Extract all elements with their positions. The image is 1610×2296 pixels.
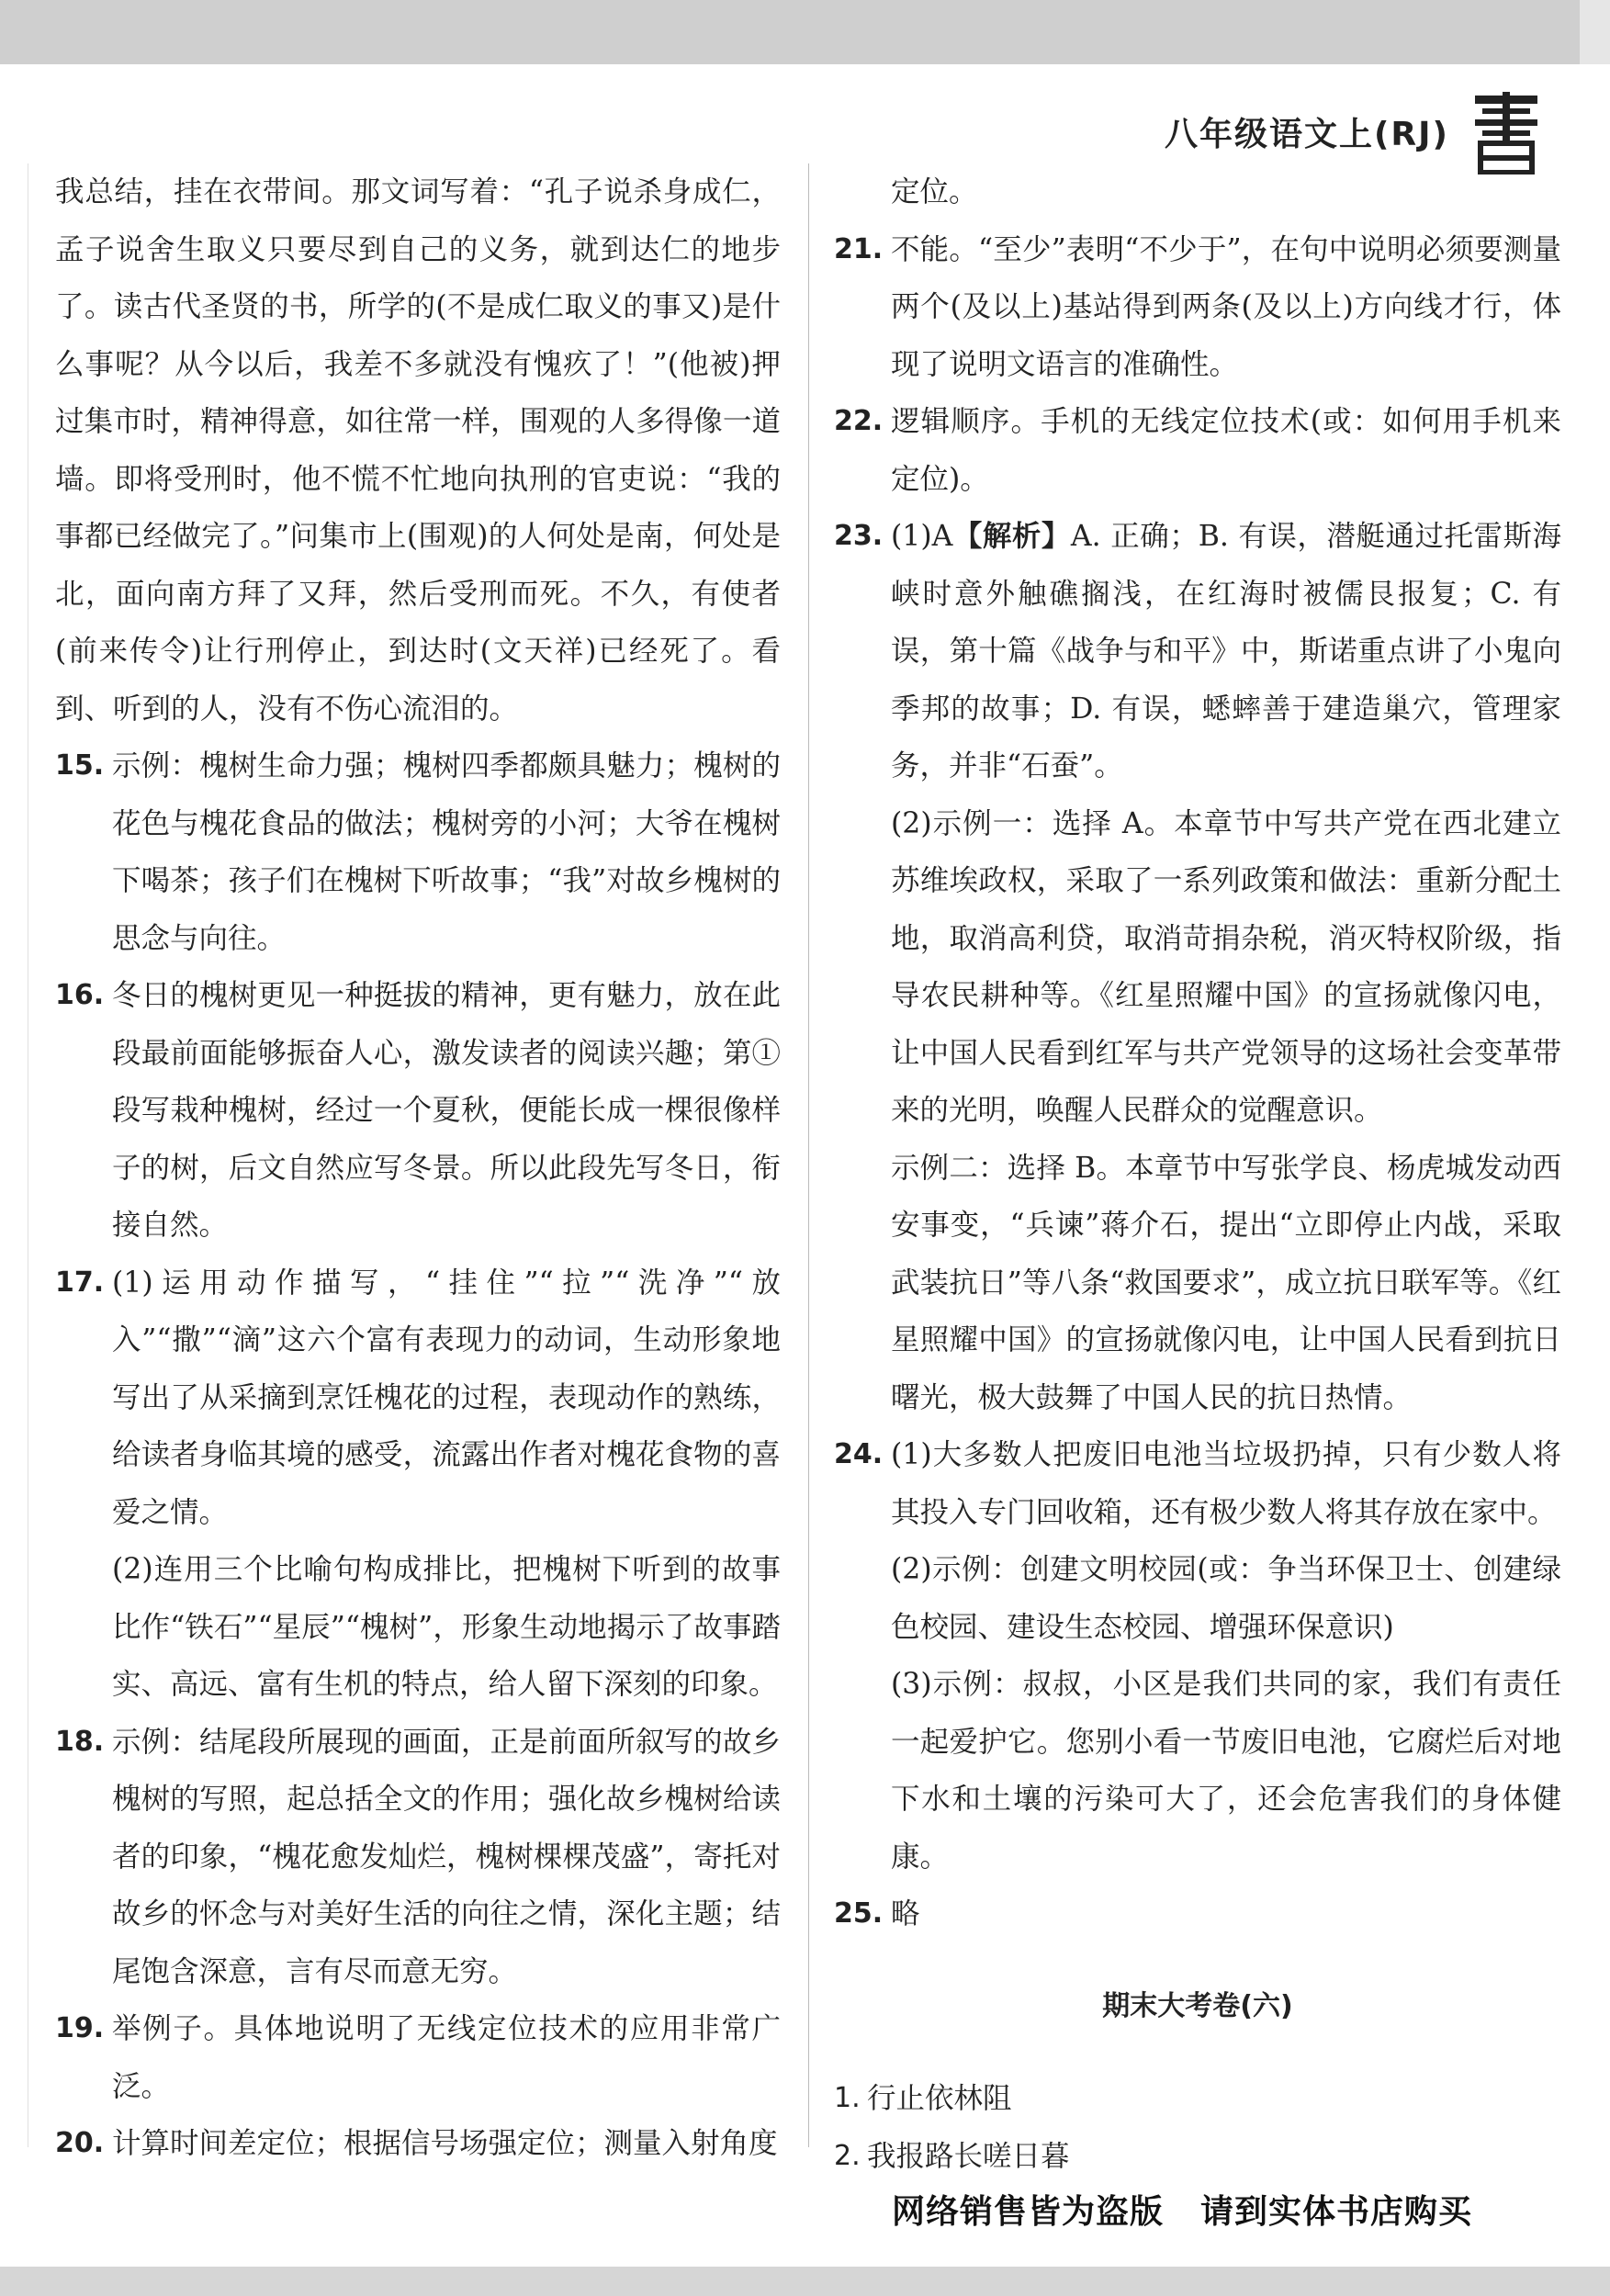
- answer-text: (1)大多数人把废旧电池当垃圾扔掉，只有少数人将其投入专门回收箱，还有极少数人将其存放在家中。: [891, 1438, 1561, 1529]
- answer-number: 17.: [55, 1266, 105, 1299]
- anti-piracy-notice: [892, 2186, 1472, 2233]
- anti-piracy-right: 请到实体书店购买: [1199, 2193, 1472, 2231]
- answer-number: 23.: [834, 520, 884, 552]
- answer-20: [55, 2115, 781, 2173]
- section-answer-1: [834, 2070, 1561, 2128]
- anti-piracy-left: 网络销售皆为盗版: [891, 2193, 1164, 2231]
- answer-15: [55, 737, 781, 967]
- answer-number: 18.: [55, 1725, 105, 1758]
- answer-24-part2: (2)示例：创建文明校园(或：争当环保卫士、创建绿色校园、建设生态校园、增强环保意识): [891, 1553, 1561, 1644]
- answer-text: 行止依林阻: [867, 2082, 1012, 2115]
- answer-23: [834, 508, 1561, 795]
- answer-text: 不能。“至少”表明“不少于”，在句中说明必须要测量两个(及以上)基站得到两条(及以上)方向线才行，体现了说明文语言的准确性。: [891, 232, 1561, 381]
- answer-number: 20.: [55, 2127, 105, 2159]
- answer-24: [834, 1426, 1561, 1541]
- answer-24-part3: (3)示例：叔叔，小区是我们共同的家，我们有责任一起爱护它。您别小看一节废旧电池，它腐烂后对地下水和土壤的污染可大了，还会危害我们的身体健康。: [891, 1668, 1561, 1874]
- answer-number: 24.: [834, 1438, 884, 1470]
- answer-text: 示例：结尾段所展现的画面，正是前面所叙写的故乡槐树的写照，起总括全文的作用；强化故乡槐树给读者的印象，“槐花愈发灿烂，槐树棵棵茂盛”，寄托对故乡的怀念与对美好生活的向往之情，深化主题；结尾饱含深意，言有尽而意无穷。: [112, 1725, 781, 1988]
- scan-top-band: [0, 0, 1610, 64]
- answer-number: 21.: [834, 232, 884, 265]
- answer-20-continuation: 定位。: [891, 175, 978, 208]
- answer-22: [834, 393, 1561, 508]
- left-column: [55, 163, 781, 2173]
- answer-text: 我报路长嗟日暮: [867, 2139, 1070, 2173]
- book-seal-icon: [1469, 92, 1543, 174]
- answer-17-part2: (2)连用三个比喻句构成排比，把槐树下听到的故事比作“铁石”“星辰”“槐树”，形象生动地揭示了故事踏实、高远、富有生机的特点，给人留下深刻的印象。: [112, 1553, 781, 1701]
- answer-18: [55, 1714, 781, 2001]
- answer-text: 举例子。具体地说明了无线定位技术的应用非常广泛。: [112, 2012, 781, 2103]
- answer-number: 22.: [834, 405, 884, 437]
- answer-text: A. 正确；B. 有误，潜艇通过托雷斯海峡时意外触礁搁浅，在红海时被儒艮报复；C. 有误，第十篇《战争与和平》中，斯诺重点讲了小鬼向季邦的故事；D. 有误，蟋蟀善于建造巢穴，管理家务，并非“石蚕”。: [891, 520, 1561, 782]
- answer-text: 冬日的槐树更见一种挺拔的精神，更有魅力，放在此段最前面能够振奋人心，激发读者的阅读兴趣；第①段写栽种槐树，经过一个夏秋，便能长成一棵很像样子的树，后文自然应写冬景。所以此段先写冬日，衔接自然。: [112, 979, 781, 1242]
- answer-choice: (1)A: [891, 520, 953, 553]
- section-answer-2: [834, 2128, 1561, 2186]
- page-header-title: 八年级语文上(RJ): [1164, 116, 1449, 153]
- answer-text: 逻辑顺序。手机的无线定位技术(或：如何用手机来定位)。: [891, 405, 1561, 496]
- answer-text: 示例：槐树生命力强；槐树四季都颇具魅力；槐树的花色与槐花食品的做法；槐树旁的小河；大爷在槐树下喝茶；孩子们在槐树下听故事；“我”对故乡槐树的思念与向往。: [112, 749, 781, 955]
- answer-number: 25.: [834, 1897, 884, 1930]
- answer-16: [55, 967, 781, 1255]
- answer-23-part3: 示例二：选择 B。本章节中写张学良、杨虎城发动西安事变，“兵谏”蒋介石，提出“立即停止内战，采取武装抗日”等八条“救国要求”，成立抗日联军等。《红星照耀中国》的宣扬就像闪电，让中国人民看到抗日曙光，极大鼓舞了中国人民的抗日热情。: [891, 1151, 1561, 1414]
- column-divider: [808, 163, 809, 2147]
- answer-text: 略: [891, 1897, 920, 1930]
- scan-bottom-band: [0, 2267, 1610, 2296]
- section-title: 期末大考卷(六): [1102, 1989, 1293, 2022]
- answer-number: 1.: [834, 2082, 861, 2114]
- scan-top-edge: [1580, 0, 1610, 64]
- answer-text: 计算时间差定位；根据信号场强定位；测量入射角度: [112, 2127, 778, 2160]
- answer-text: (1)运用动作描写，“挂住”“拉”“洗净”“放入”“撒”“滴”这六个富有表现力的动词，生动形象地写出了从采摘到烹饪槐花的过程，表现动作的熟练，给读者身临其境的感受，流露出作者对槐花食物的喜爱之情。: [112, 1266, 781, 1529]
- answer-25: [834, 1885, 1561, 1943]
- answer-number: 16.: [55, 979, 105, 1011]
- right-column: [834, 163, 1561, 2185]
- answer-number: 19.: [55, 2012, 105, 2044]
- answer-17: [55, 1255, 781, 1542]
- analysis-tag: 【解析】: [952, 520, 1071, 553]
- answer-19: [55, 2000, 781, 2115]
- answer-number: 2.: [834, 2139, 861, 2172]
- translation-continuation: 我总结，挂在衣带间。那文词写着：“孔子说杀身成仁，孟子说舍生取义只要尽到自己的义务，就到达仁的地步了。读古代圣贤的书，所学的(不是成仁取义的事又)是什么事呢？从今以后，我差不多就没有愧疚了！”(他被)押过集市时，精神得意，如往常一样，围观的人多得像一道墙。即将受刑时，他不慌不忙地向执刑的官吏说：“我的事都已经做完了。”问集市上(围观)的人何处是南，何处是北，面向南方拜了又拜，然后受刑而死。不久，有使者(前来传令)让行刑停止，到达时(文天祥)已经死了。看到、听到的人，没有不伤心流泪的。: [55, 175, 781, 726]
- answer-number: 15.: [55, 749, 105, 782]
- answer-21: [834, 221, 1561, 394]
- answer-23-part2: (2)示例一：选择 A。本章节中写共产党在西北建立苏维埃政权，采取了一系列政策和做法：重新分配土地，取消高利贷，取消苛捐杂税，消灭特权阶级，指导农民耕种等。《红星照耀中国》的宣扬就像闪电，让中国人民看到红军与共产党领导的这场社会变革带来的光明，唤醒人民群众的觉醒意识。: [891, 806, 1561, 1127]
